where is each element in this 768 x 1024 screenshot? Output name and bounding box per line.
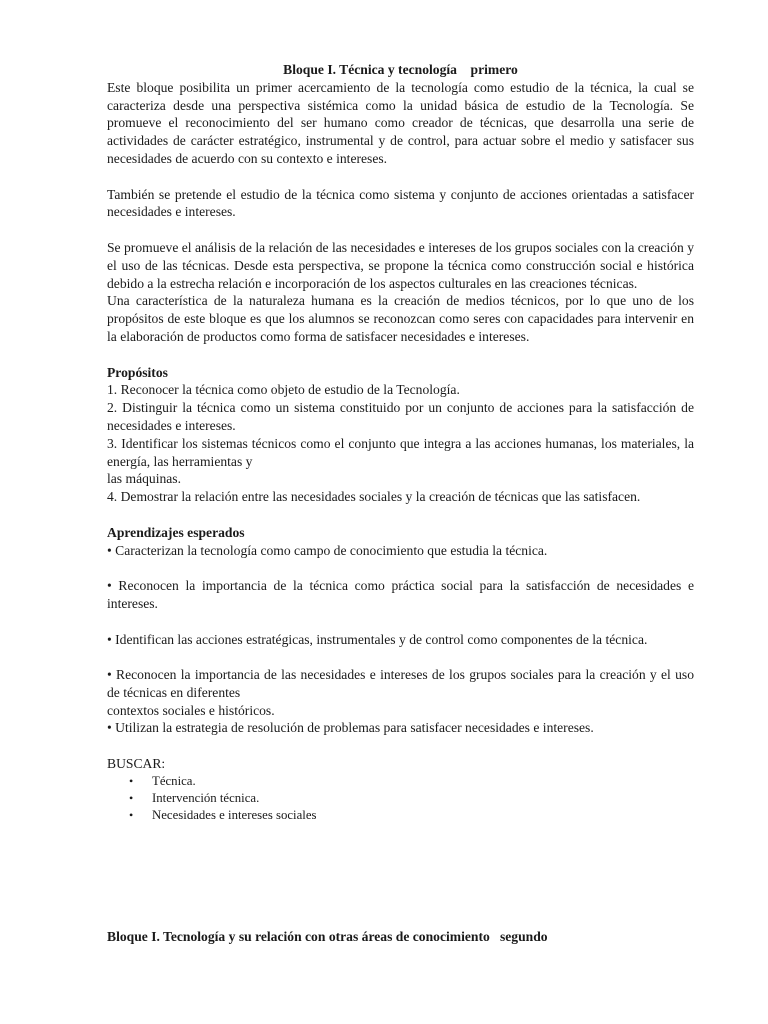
- intro-paragraph-4: Una característica de la naturaleza humana es la creación de medios técnicos, por lo que uno de los propósitos de este bloque es que los alumnos se reconozcan como seres con capacidades para intervenir en la elaboración de productos como forma de satisfacer necesidades e intereses.: [107, 293, 694, 344]
- intro-paragraph-2: También se pretende el estudio de la técnica como sistema y conjunto de acciones orientadas a satisfacer necesidades e intereses.: [107, 186, 694, 220]
- intro-paragraph-1: Este bloque posibilita un primer acercamiento de la tecnología como estudio de la técnica, la cual se caracteriza desde una perspectiva sistémica como la unidad básica de estudio de la Tecnología. Se promueve el reconocimiento del ser humano como creador de técnicas, que desarrolla una serie de actividades de carácter estratégico, instrumental y de control, para actuar sobre el medio y satisfacer sus necesidades de acuerdo con su contexto e intereses.: [107, 79, 694, 166]
- search-list: [107, 773, 694, 825]
- learning-item-2: • Reconocen la importancia de la técnica como práctica social para la satisfacción de necesidades e intereses.: [107, 578, 694, 611]
- bullet-icon: •: [129, 791, 134, 806]
- search-list-item: [107, 807, 694, 824]
- search-item-label: Intervención técnica.: [152, 791, 260, 806]
- expected-learning-heading: Aprendizajes esperados: [107, 524, 245, 540]
- purpose-item-3: 3. Identificar los sistemas técnicos como el conjunto que integra a las acciones humanas, los materiales, la energía, las herramientas y: [107, 435, 694, 469]
- intro-paragraph-3: Se promueve el análisis de la relación de las necesidades e intereses de los grupos sociales con la creación y el uso de las técnicas. Desde esta perspectiva, se propone la técnica como construcción social e histórica debido a la estrecha relación e incorporación de los aspectos culturales en las creaciones técnicas.: [107, 239, 694, 291]
- search-list-item: [107, 790, 694, 807]
- learning-item-5: • Utilizan la estrategia de resolución de problemas para satisfacer necesidades e intereses.: [107, 720, 594, 736]
- document-title: Bloque I. Técnica y tecnología primero: [283, 62, 518, 77]
- purpose-item-2: 2. Distinguir la técnica como un sistema constituido por un conjunto de acciones para la satisfacción de necesidades e intereses.: [107, 400, 694, 433]
- bullet-icon: •: [129, 773, 134, 788]
- learning-item-1: • Caracterizan la tecnología como campo de conocimiento que estudia la técnica.: [107, 542, 548, 558]
- document-page: [107, 61, 694, 824]
- search-label: BUSCAR:: [107, 756, 166, 772]
- learning-item-3: • Identifican las acciones estratégicas, instrumentales y de control como componentes de la técnica.: [107, 631, 648, 647]
- search-item-label: Técnica.: [152, 773, 196, 788]
- next-block-title: Bloque I. Tecnología y su relación con otras áreas de conocimiento segundo: [107, 929, 548, 944]
- purpose-item-3-continued: las máquinas.: [107, 471, 181, 487]
- purposes-heading: Propósitos: [107, 364, 168, 380]
- learning-item-4: • Reconocen la importancia de las necesidades e intereses de los grupos sociales para la creación y el uso de técnicas en diferentes: [107, 667, 694, 700]
- bullet-icon: •: [129, 808, 134, 823]
- purpose-item-1: 1. Reconocer la técnica como objeto de estudio de la Tecnología.: [107, 382, 460, 398]
- learning-item-4-continued: contextos sociales e históricos.: [107, 702, 275, 718]
- search-list-item: [107, 773, 694, 790]
- search-item-label: Necesidades e intereses sociales: [152, 808, 317, 823]
- purpose-item-4: 4. Demostrar la relación entre las necesidades sociales y la creación de técnicas que las satisfacen.: [107, 489, 641, 505]
